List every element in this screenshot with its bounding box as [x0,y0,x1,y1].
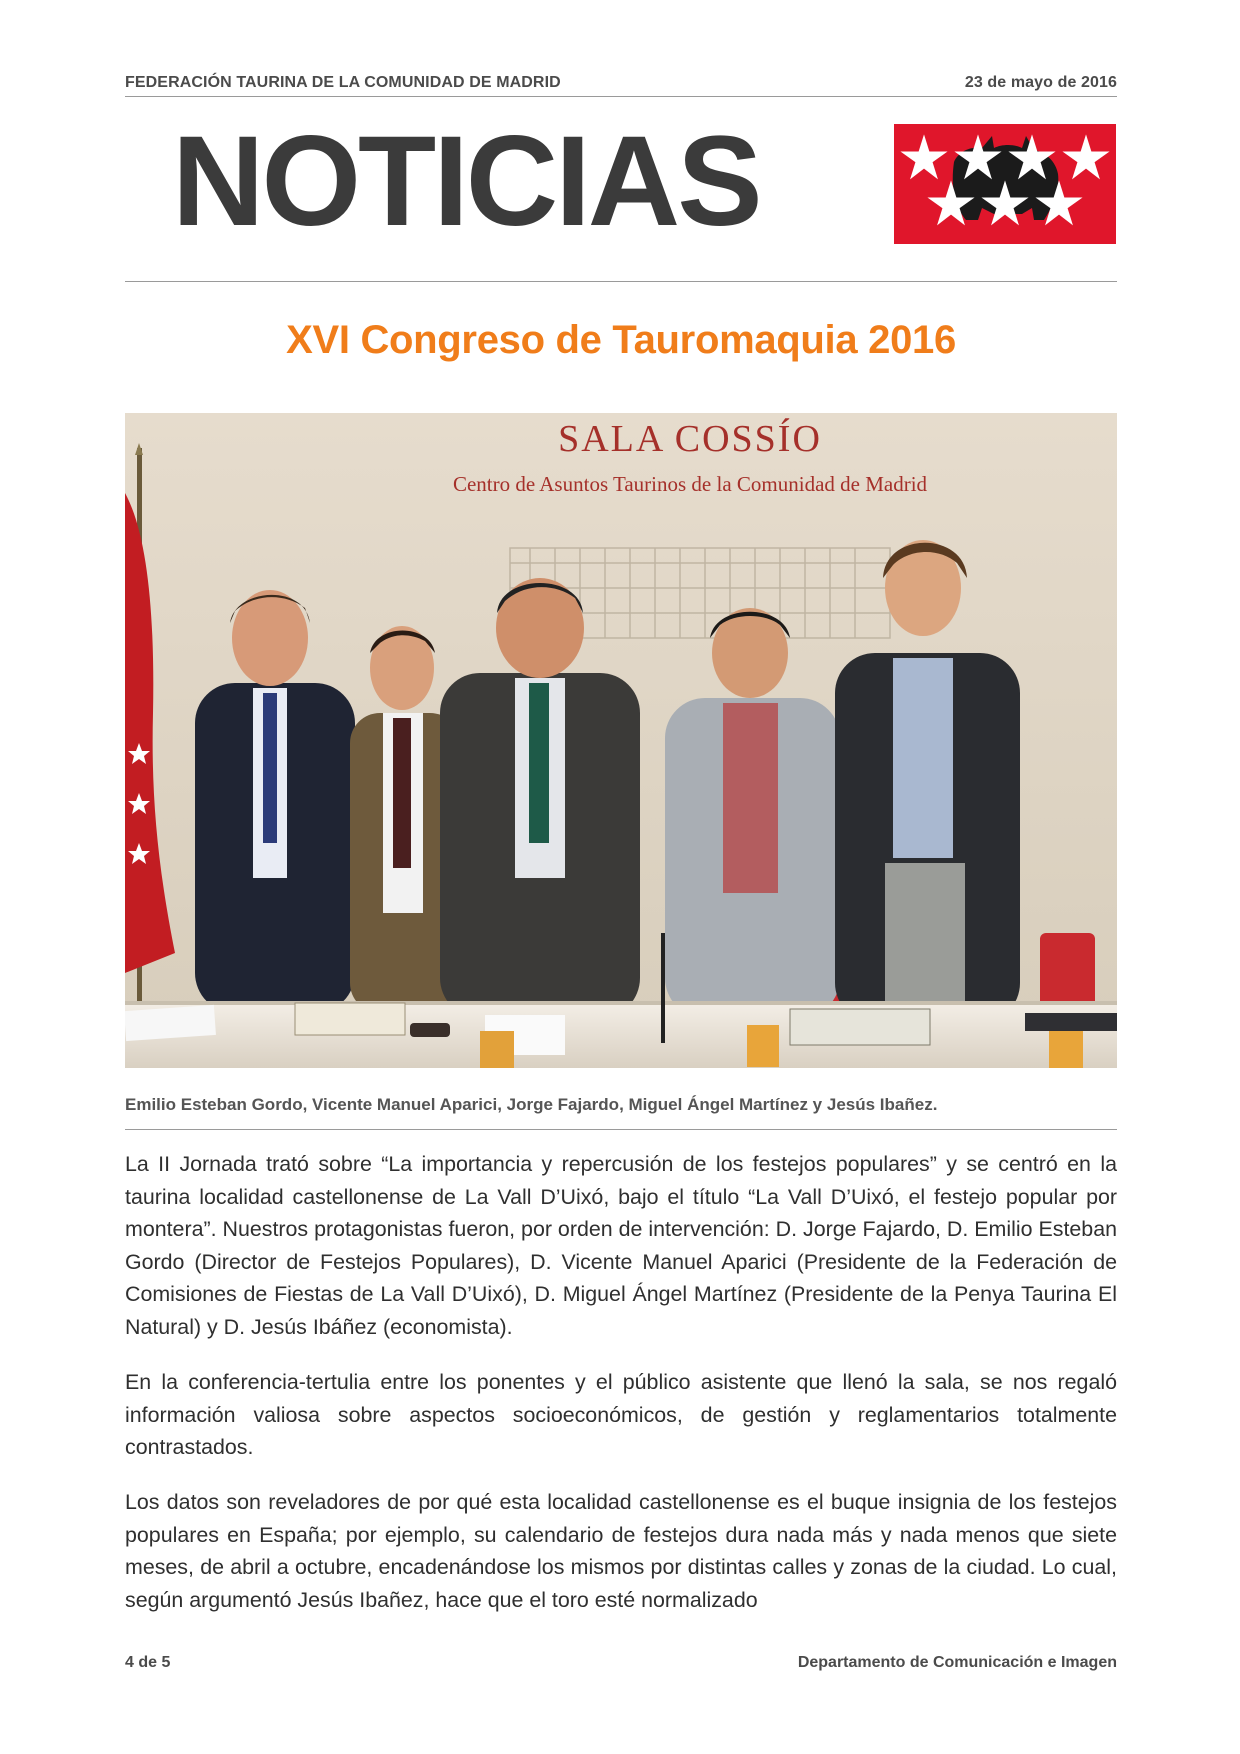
caption-divider [125,1129,1117,1130]
organization-name: FEDERACIÓN TAURINA DE LA COMUNIDAD DE MADRID [125,74,561,91]
paragraph-1: La II Jornada trató sobre “La importancia y repercusión de los festejos populares” y se centró en la taurina localidad castellonense de La Vall D’Uixó, bajo el título “La Vall D’Uixó, el festejo popular por montera”. Nuestros protagonistas fueron, por orden de intervención: D. Jorge Fajardo, D. Emilio Esteban Gordo (Director de Festejos Populares), D. Vicente Manuel Aparici (Presidente de la Federación de Comisiones de Fiestas de La Vall D’Uixó), D. Miguel Ángel Martínez (Presidente de la Penya Taurina El Natural) y D. Jesús Ibáñez (economista). [125,1152,1117,1339]
sign-title: SALA COSSÍO [558,418,822,460]
event-photo [125,413,1117,1068]
sign-subtitle: Centro de Asuntos Taurinos de la Comunidad de Madrid [452,472,928,496]
masthead-title: NOTICIAS [172,110,760,253]
photo-caption: Emilio Esteban Gordo, Vicente Manuel Aparici, Jorge Fajardo, Miguel Ángel Martínez y Jesús Ibañez. [125,1095,938,1114]
masthead-divider [125,281,1117,282]
page-footer [125,1654,1117,1672]
paragraph-3: Los datos son reveladores de por qué esta localidad castellonense es el buque insignia de los festejos populares en España; por ejemplo, su calendario de festejos dura nada más y nada menos que siete meses, de abril a octubre, encadenándose los mismos por distintas calles y zonas de la ciudad. Lo cual, según argumentó Jesús Ibañez, hace que el toro esté normalizado [125,1490,1117,1612]
page-number: 4 de 5 [125,1654,171,1671]
article-title: XVI Congreso de Tauromaquia 2016 [286,318,956,362]
madrid-flag-logo [894,124,1116,244]
page-header [125,74,1117,92]
header-divider [125,96,1117,97]
paragraph-2: En la conferencia-tertulia entre los ponentes y el público asistente que llenó la sala, se nos regaló información valiosa sobre aspectos socioeconómicos, de gestión y reglamentarios totalmente contrastados. [125,1370,1117,1460]
department-name: Departamento de Comunicación e Imagen [797,1654,1117,1671]
issue-date: 23 de mayo de 2016 [964,74,1117,91]
